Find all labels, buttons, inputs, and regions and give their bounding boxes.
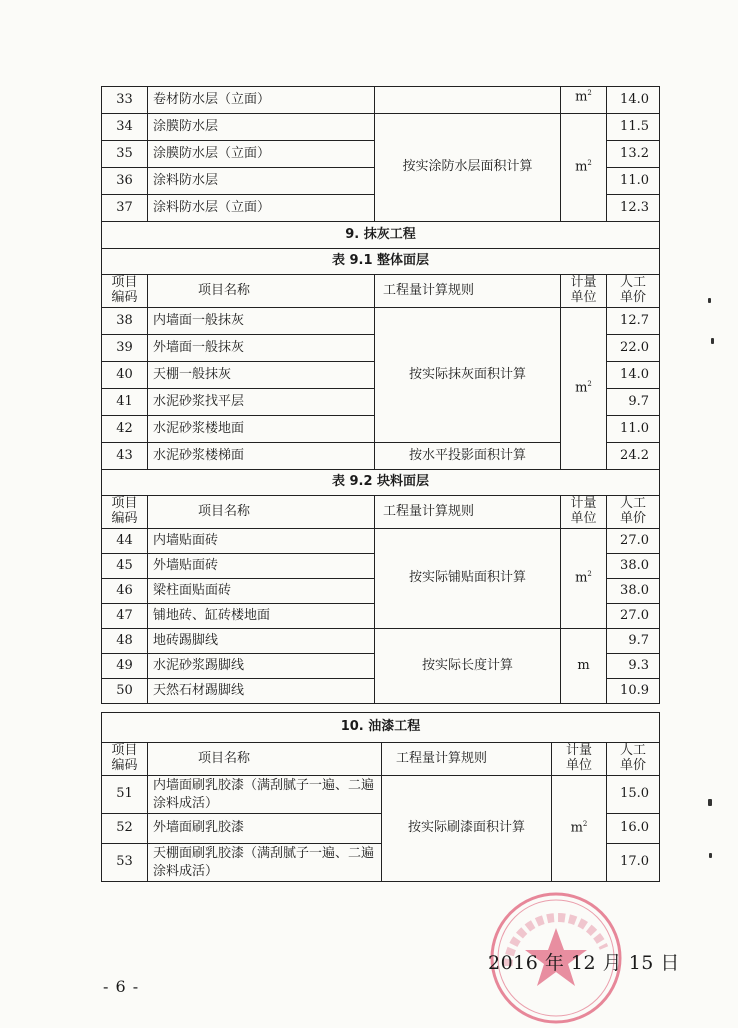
item-code: 42 bbox=[102, 416, 148, 443]
unit-price: 10.9 bbox=[607, 679, 660, 704]
item-code: 48 bbox=[102, 629, 148, 654]
subtable-title-row bbox=[102, 249, 660, 275]
paint-table bbox=[101, 712, 660, 882]
header-unit: 计量 单位 bbox=[552, 743, 607, 776]
item-code: 39 bbox=[102, 335, 148, 362]
item-name: 地砖踢脚线 bbox=[148, 629, 375, 654]
item-code: 51 bbox=[102, 776, 148, 814]
unit-price: 14.0 bbox=[607, 362, 660, 389]
item-name: 涂膜防水层（立面） bbox=[148, 141, 375, 168]
item-name: 天棚面刷乳胶漆（满刮腻子一遍、二遍涂料成活） bbox=[148, 844, 382, 882]
table-header-row bbox=[102, 496, 660, 529]
header-unit: 计量 单位 bbox=[561, 275, 607, 308]
item-name: 梁柱面贴面砖 bbox=[148, 579, 375, 604]
item-name: 涂料防水层（立面） bbox=[148, 195, 375, 222]
item-code: 49 bbox=[102, 654, 148, 679]
item-code: 37 bbox=[102, 195, 148, 222]
item-code: 36 bbox=[102, 168, 148, 195]
unit-price: 17.0 bbox=[607, 844, 660, 882]
header-price: 人工 单价 bbox=[607, 496, 660, 529]
unit-price: 14.0 bbox=[607, 87, 660, 114]
unit-cell: $m^2$ bbox=[561, 308, 607, 470]
unit-price: 27.0 bbox=[607, 604, 660, 629]
calc-rule: 按实涂防水层面积计算 bbox=[375, 114, 561, 222]
header-name: 项目名称 bbox=[148, 743, 382, 776]
table-row bbox=[102, 87, 660, 114]
item-name: 内墙面刷乳胶漆（满刮腻子一遍、二遍涂料成活） bbox=[148, 776, 382, 814]
unit-price: 9.7 bbox=[607, 389, 660, 416]
header-unit: 计量 单位 bbox=[561, 496, 607, 529]
issue-date: 2016 年 12 月 15 日 bbox=[488, 952, 680, 974]
item-name: 铺地砖、缸砖楼地面 bbox=[148, 604, 375, 629]
item-code: 52 bbox=[102, 814, 148, 844]
calc-rule: 按实际抹灰面积计算 bbox=[375, 308, 561, 443]
unit-price: 38.0 bbox=[607, 554, 660, 579]
header-name: 项目名称 bbox=[148, 275, 375, 308]
item-name: 水泥砂浆找平层 bbox=[148, 389, 375, 416]
calc-rule: 按水平投影面积计算 bbox=[375, 443, 561, 470]
unit-cell: $m^2$ bbox=[552, 776, 607, 882]
scan-speck bbox=[708, 298, 711, 303]
header-rule: 工程量计算规则 bbox=[375, 275, 561, 308]
unit-price: 38.0 bbox=[607, 579, 660, 604]
unit-price: 27.0 bbox=[607, 529, 660, 554]
unit-price: 12.3 bbox=[607, 195, 660, 222]
header-code: 项目 编码 bbox=[102, 275, 148, 308]
item-code: 46 bbox=[102, 579, 148, 604]
table-header-row bbox=[102, 743, 660, 776]
header-price: 人工 单价 bbox=[607, 275, 660, 308]
section-title-row bbox=[102, 713, 660, 743]
main-table bbox=[101, 86, 660, 704]
item-code: 35 bbox=[102, 141, 148, 168]
item-code: 33 bbox=[102, 87, 148, 114]
unit-price: 13.2 bbox=[607, 141, 660, 168]
header-code: 项目 编码 bbox=[102, 743, 148, 776]
scan-speck bbox=[711, 338, 714, 344]
item-name: 水泥砂浆踢脚线 bbox=[148, 654, 375, 679]
item-code: 47 bbox=[102, 604, 148, 629]
item-code: 50 bbox=[102, 679, 148, 704]
section-title: 9. 抹灰工程 bbox=[102, 222, 660, 249]
item-name: 内墙面一般抹灰 bbox=[148, 308, 375, 335]
scan-speck bbox=[709, 853, 712, 858]
item-name: 涂膜防水层 bbox=[148, 114, 375, 141]
table-row bbox=[102, 776, 660, 814]
item-code: 45 bbox=[102, 554, 148, 579]
scan-speck bbox=[708, 799, 712, 806]
item-code: 40 bbox=[102, 362, 148, 389]
unit-price: 24.2 bbox=[607, 443, 660, 470]
page-number: - 6 - bbox=[103, 977, 140, 996]
item-name: 水泥砂浆楼梯面 bbox=[148, 443, 375, 470]
subtable-title: 表 9.2 块料面层 bbox=[102, 470, 660, 496]
subtable-title-row bbox=[102, 470, 660, 496]
item-name: 天棚一般抹灰 bbox=[148, 362, 375, 389]
item-name: 卷材防水层（立面） bbox=[148, 87, 375, 114]
header-rule: 工程量计算规则 bbox=[375, 496, 561, 529]
item-code: 53 bbox=[102, 844, 148, 882]
header-code: 项目 编码 bbox=[102, 496, 148, 529]
header-rule: 工程量计算规则 bbox=[382, 743, 552, 776]
unit-price: 12.7 bbox=[607, 308, 660, 335]
section-title: 10. 油漆工程 bbox=[102, 713, 660, 743]
calc-rule: 按实际铺贴面积计算 bbox=[375, 529, 561, 629]
unit-cell: $m^2$ bbox=[561, 529, 607, 629]
item-name: 外墙面一般抹灰 bbox=[148, 335, 375, 362]
unit-price: 11.0 bbox=[607, 416, 660, 443]
unit-cell: $m^2$ bbox=[561, 114, 607, 222]
unit-price: 9.7 bbox=[607, 629, 660, 654]
item-code: 41 bbox=[102, 389, 148, 416]
header-price: 人工 单价 bbox=[607, 743, 660, 776]
unit-cell: m bbox=[561, 629, 607, 704]
item-name: 水泥砂浆楼地面 bbox=[148, 416, 375, 443]
calc-rule: 按实际刷漆面积计算 bbox=[382, 776, 552, 882]
table-header-row bbox=[102, 275, 660, 308]
item-name: 内墙贴面砖 bbox=[148, 529, 375, 554]
unit-price: 16.0 bbox=[607, 814, 660, 844]
table-row bbox=[102, 308, 660, 335]
item-name: 外墙面刷乳胶漆 bbox=[148, 814, 382, 844]
table-row bbox=[102, 629, 660, 654]
item-name: 外墙贴面砖 bbox=[148, 554, 375, 579]
unit-price: 11.0 bbox=[607, 168, 660, 195]
item-code: 38 bbox=[102, 308, 148, 335]
table-row bbox=[102, 114, 660, 141]
section-title-row bbox=[102, 222, 660, 249]
item-name: 涂料防水层 bbox=[148, 168, 375, 195]
item-code: 34 bbox=[102, 114, 148, 141]
unit-price: 15.0 bbox=[607, 776, 660, 814]
header-name: 项目名称 bbox=[148, 496, 375, 529]
item-name: 天然石材踢脚线 bbox=[148, 679, 375, 704]
item-code: 44 bbox=[102, 529, 148, 554]
unit-price: 9.3 bbox=[607, 654, 660, 679]
subtable-title: 表 9.1 整体面层 bbox=[102, 249, 660, 275]
item-code: 43 bbox=[102, 443, 148, 470]
unit-price: 11.5 bbox=[607, 114, 660, 141]
unit-price: 22.0 bbox=[607, 335, 660, 362]
calc-rule: 按实际长度计算 bbox=[375, 629, 561, 704]
table-row bbox=[102, 529, 660, 554]
calc-rule-cell bbox=[375, 87, 561, 114]
unit-cell: $m^2$ bbox=[561, 87, 607, 114]
